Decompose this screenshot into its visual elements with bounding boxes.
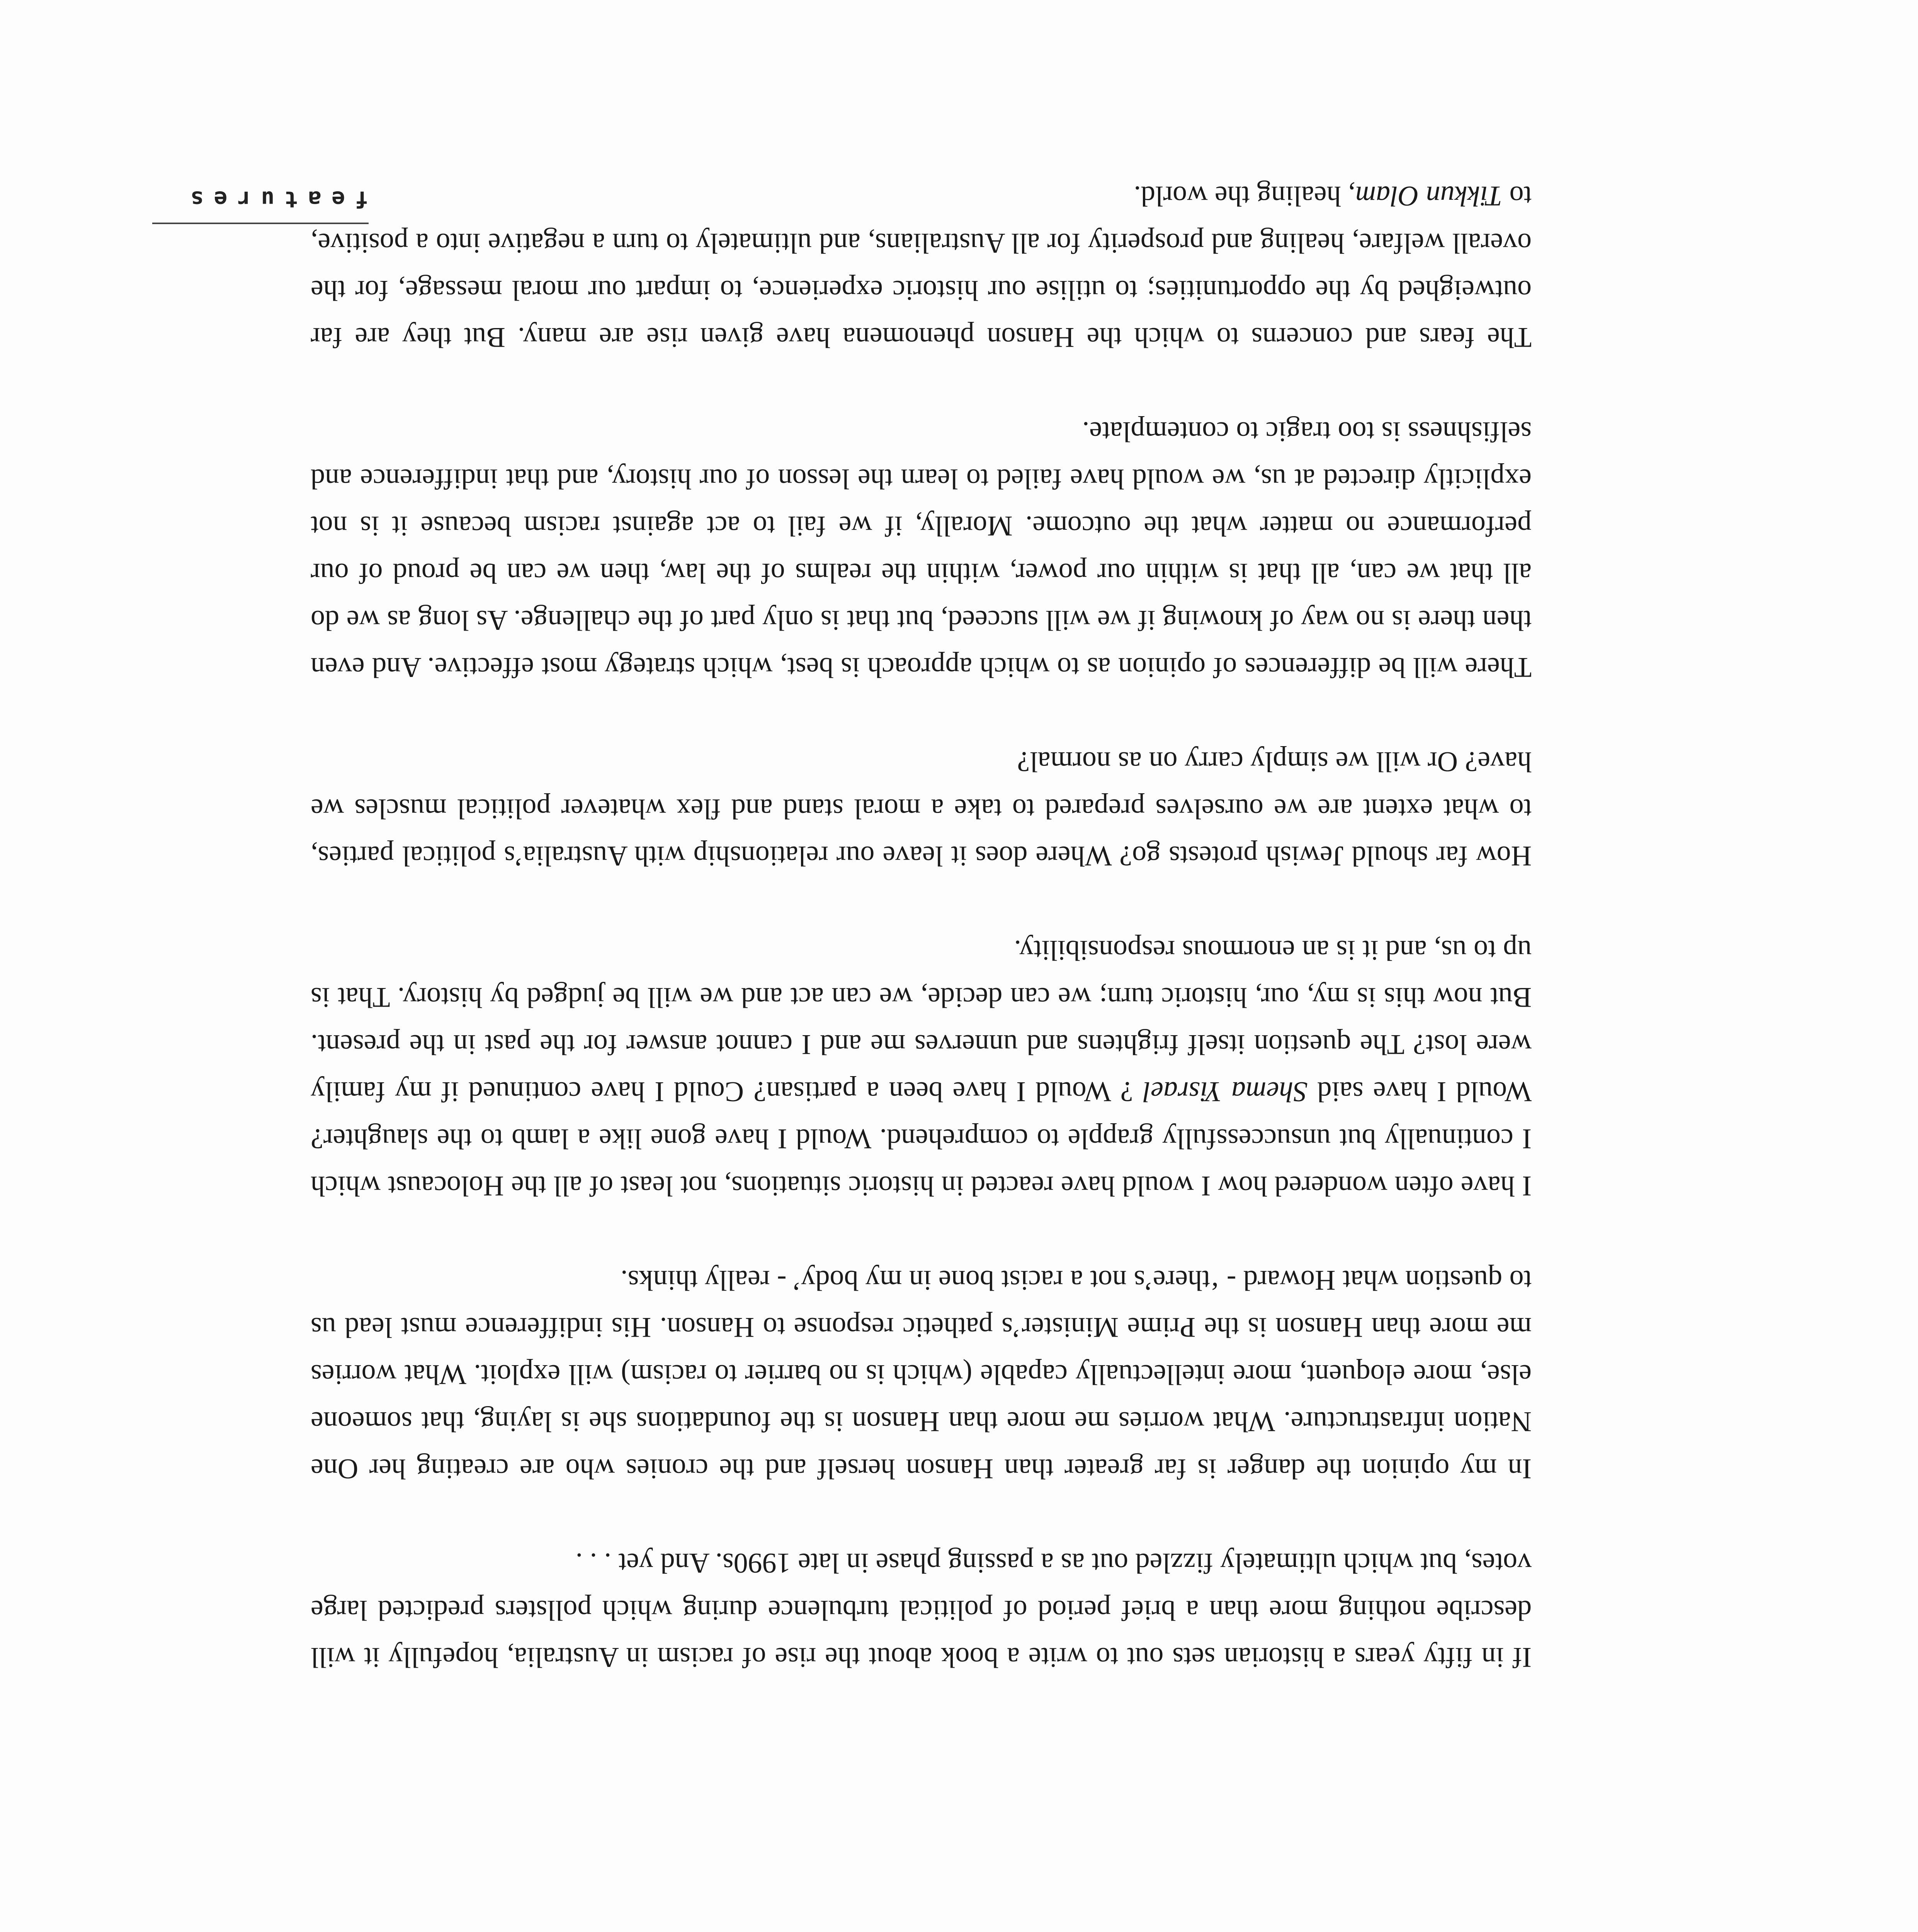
paragraph-2 bbox=[311, 1257, 1532, 1492]
article-body bbox=[311, 172, 1532, 1681]
paragraph-6-text-b: , healing the world. bbox=[1134, 180, 1355, 212]
paragraph-3-text-b: ? Would I have been a partisan? Could I have continued if my family were lost? The question itself frightens and unnerves me and I cannot answer for the past in the present. But now this is my, our, historic turn; we can decide, we can act and we will be judged by history. That is up to us, and it is an enormous responsibility. bbox=[310, 934, 1532, 1107]
paragraph-3 bbox=[311, 927, 1532, 1209]
paragraph-3-text-a: I have often wondered how I would have reacted in historic situations, not least of all the Holocaust which I continually but unsuccessfully grapple to comprehend. Would I have gone like a lamb to the slaughter? Would I have said bbox=[311, 1076, 1532, 1202]
paragraph-5 bbox=[311, 408, 1532, 691]
paragraph-4 bbox=[311, 738, 1532, 879]
paragraph-1 bbox=[311, 1539, 1532, 1681]
section-header: features bbox=[152, 186, 369, 224]
paragraph-2-text: In my opinion the danger is far greater than Hanson herself and the cronies who are creating her One Nation infrastructure. What worries me more than Hanson is the foundations she is laying, that someone else, more eloquent, more intellectually capable (which is no barrier to racism) will exploit. What worries me more than Hanson is the Prime Minister’s pathetic response to Hanson. His indifference must lead us to question what Howard - ‘there’s not a racist bone in my body’ - really thinks. bbox=[311, 1264, 1532, 1485]
paragraph-6 bbox=[311, 172, 1532, 361]
paragraph-4-text: How far should Jewish protests go? Where does it leave our relationship with Australia’s political parties, to what extent are we ourselves prepared to take a moral stand and flex whatever political muscles we have? Or will we simply carry on as normal? bbox=[311, 746, 1532, 872]
paragraph-3-italic: Shema Yisrael bbox=[1143, 1076, 1308, 1107]
paragraph-6-text-a: The fears and concerns to which the Hanson phenomena have given rise are many. But they are far outweighed by the opportunities; to utilise our historic experience, to impart our moral message, for the overall welfare, healing and prosperity for all Australians, and ultimately to turn a negative into a positive, to bbox=[311, 180, 1532, 353]
paragraph-1-text: If in fifty years a historian sets out to write a book about the rise of racism in Australia, hopefully it will describe nothing more than a brief period of political turbulence during which pollsters predicted large votes, but which ultimately fizzled out as a passing phase in late 1990s. And yet . . . bbox=[311, 1547, 1532, 1673]
paragraph-6-italic: Tikkun Olam bbox=[1355, 180, 1502, 212]
paragraph-5-text: There will be differences of opinion as to which approach is best, which strategy most effective. And even then there is no way of knowing if we will succeed, but that is only part of the challenge. As long as we do all that we can, all that is within our power, within the realms of the law, then we can be proud of our performance no matter what the outcome. Morally, if we fail to act against racism because it is not explicitly directed at us, we would have failed to learn the lesson of our history, and that indifference and selfishness is too tragic to contemplate. bbox=[311, 416, 1532, 683]
